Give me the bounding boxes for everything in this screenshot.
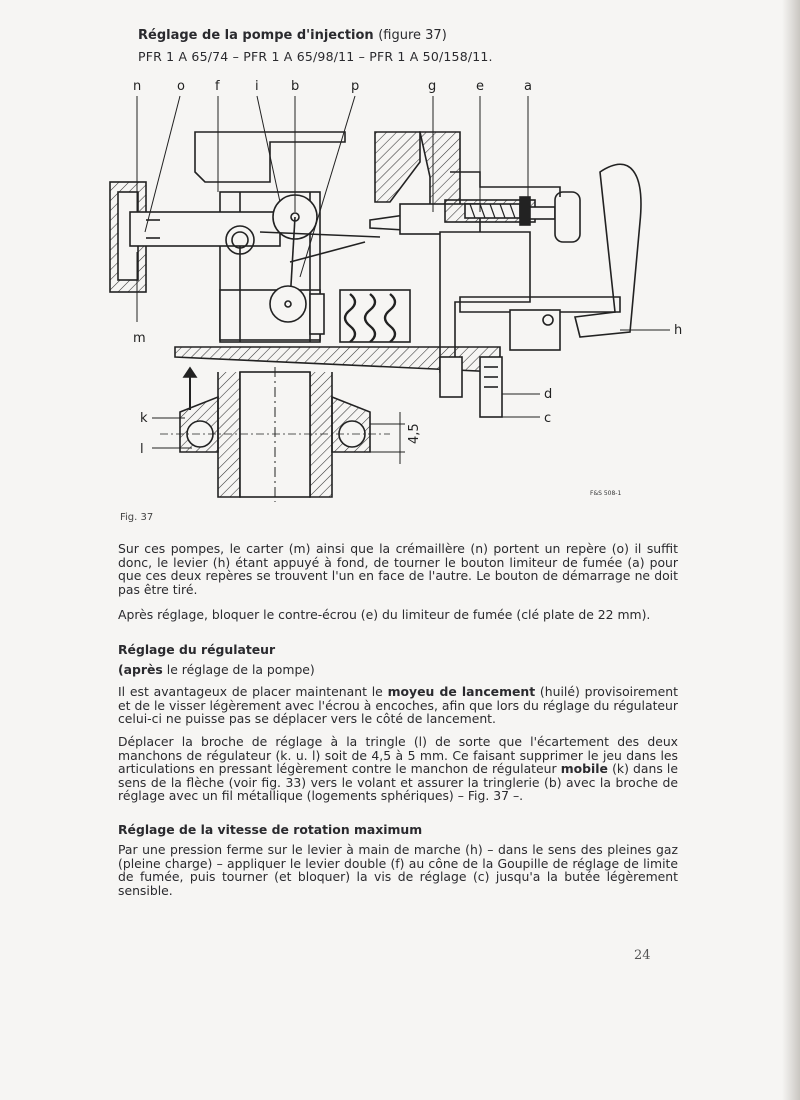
label-p: p	[351, 79, 360, 94]
label-b: b	[291, 79, 300, 94]
label-n: n	[133, 79, 142, 94]
paragraph-3	[118, 685, 678, 726]
page-edge	[782, 0, 800, 1100]
label-m: m	[133, 331, 146, 346]
section-title-text: Réglage de la pompe d'injection	[138, 28, 374, 43]
paragraph-3-end: (huilé) provisoirement et de le visser légèrement avec l'écrou à encoches, afin que lors du réglage du régulateur celui-ci ne puisse pas se déplacer vers le côté de lancement.	[118, 684, 678, 727]
label-l: l	[140, 442, 144, 457]
label-e: e	[476, 79, 484, 94]
section-title	[138, 28, 447, 43]
injection-pump-diagram	[100, 72, 720, 512]
label-a: a	[524, 79, 532, 94]
paragraph-2: Après réglage, bloquer le contre-écrou (e) du limiteur de fumée (clé plate de 22 mm).	[118, 607, 651, 622]
label-i: i	[255, 79, 259, 94]
paragraph-4-end: (k) dans le sens de la flèche (voir fig. 33) vers le volant et assurer la tringlerie (b) avec la broche de réglage avec un fil métallique (logements sphériques) – Fig. 37 –.	[118, 761, 678, 804]
label-d: d	[544, 387, 553, 402]
label-c: c	[544, 411, 552, 426]
print-code: F&S 508-1	[590, 490, 622, 497]
paragraph-5: Par une pression ferme sur le levier à main de marche (h) – dans le sens des pleines gaz (pleine charge) – appliquer le levier double (f) au cône de la Goupille de réglage de limite de fumée, puis tourner (et bloquer) la vis de réglage (c) jusqu'a la butée légèrement sensible.	[118, 842, 678, 898]
heading-regulateur: Réglage du régulateur	[118, 642, 276, 657]
subheading-bold: (après	[118, 662, 163, 677]
pump-models: PFR 1 A 65/74 – PFR 1 A 65/98/11 – PFR 1 A 50/158/11.	[138, 49, 493, 64]
label-g: g	[428, 79, 437, 94]
paragraph-1: Sur ces pompes, le carter (m) ainsi que la crémaillère (n) portent un repère (o) il suffit donc, le levier (h) étant appuyé à fond, de tourner le bouton limiteur de fumée (a) pour que ces deux repères se trouvent l'un en face de l'autre. Le bouton de démarrage ne doit pas être tiré.	[118, 541, 678, 597]
figure-caption: Fig. 37	[120, 512, 154, 523]
label-o: o	[177, 79, 185, 94]
subheading-rest: le réglage de la pompe)	[166, 662, 315, 677]
label-h: h	[674, 323, 683, 338]
label-f: f	[215, 79, 220, 94]
subheading-apres	[118, 662, 315, 677]
page-number: 24	[634, 948, 651, 963]
heading-vitesse: Réglage de la vitesse de rotation maximum	[118, 822, 423, 837]
paragraph-3-bold: moyeu de lancement	[387, 684, 536, 699]
figure-reference: (figure 37)	[378, 28, 447, 43]
paragraph-3-start: Il est avantageux de placer maintenant le	[118, 684, 383, 699]
paragraph-4-bold: mobile	[560, 761, 608, 777]
paragraph-4	[118, 735, 678, 803]
label-k: k	[140, 411, 148, 426]
paragraph-4-start: Déplacer la broche de réglage à la tringle (l) de sorte que l'écartement des deux manchons de régulateur (k. u. l) soit de 4,5 à 5 mm. Ce faisant supprimer le jeu dans les articulations en pressant légèrement contre le manchon de régulateur	[118, 734, 678, 777]
dimension-label: 4,5	[407, 423, 422, 444]
